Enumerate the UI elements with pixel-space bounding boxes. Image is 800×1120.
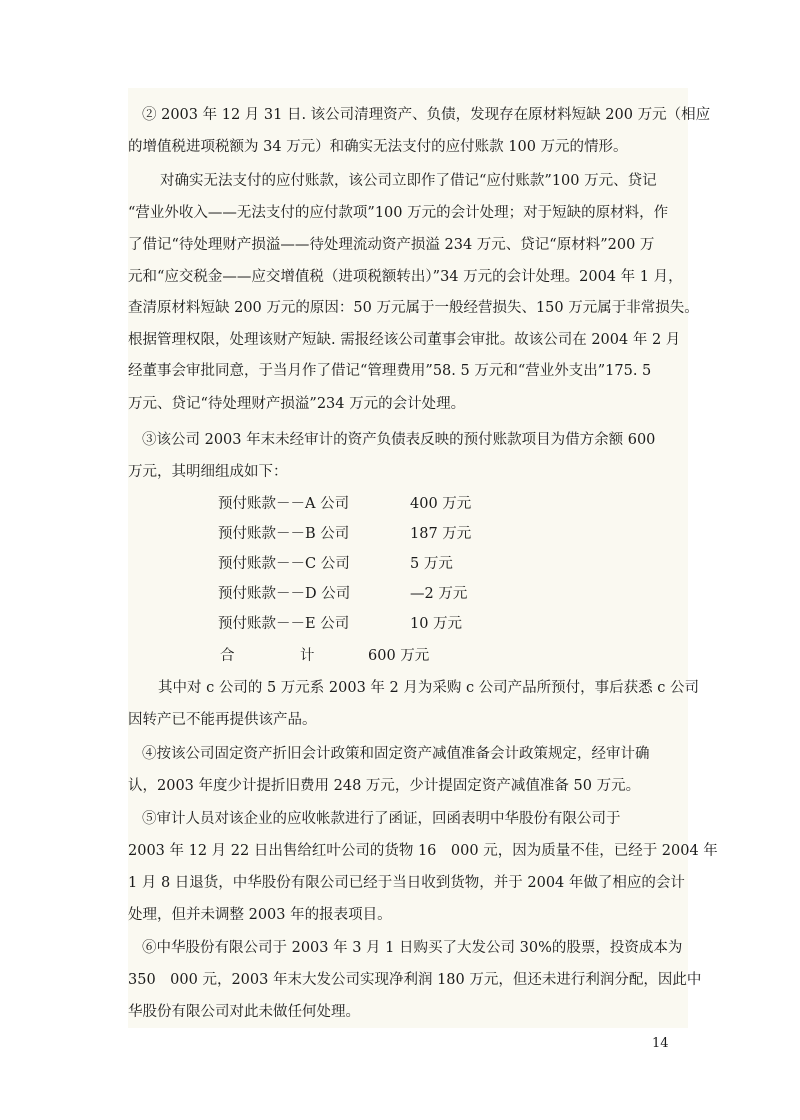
total-label-part-2: 计 [300, 648, 315, 664]
paragraph-5-line-1: ⑤审计人员对该企业的应收帐款进行了函证，回函表明中华股份有限公司于 [142, 811, 621, 827]
row-item-label: 预付账款－－D 公司 [218, 586, 351, 602]
paragraph-3-line-1: ③该公司 2003 年末未经审计的资产负债表反映的预付账款项目为借方余额 600 [142, 432, 656, 448]
treatment-line-4: 元和“应交税金——应交增值税（进项税额转出）”34 万元的会计处理。2004 年 1 月， [128, 269, 683, 285]
paragraph-6-line-2: 350 000 元，2003 年末大发公司实现净利润 180 万元，但还未进行利润分配，因此中 [128, 972, 702, 988]
total-label-part-1: 合 [220, 648, 235, 664]
paragraph-2-line-1: ② 2003 年 12 月 31 日. 该公司清理资产、负债，发现存在原材料短缺 200 万元（相应 [142, 107, 711, 123]
row-amount: 5 万元 [410, 556, 453, 572]
prepaid-note-line-2: 因转产已不能再提供该产品。 [128, 712, 317, 728]
treatment-line-3: 了借记“待处理财产损溢——待处理流动资产损溢 234 万元、贷记“原材料”200 万 [128, 237, 655, 253]
prepaid-note-line-1: 其中对 c 公司的 5 万元系 2003 年 2 月为采购 c 公司产品所预付，事后获悉 c 公司 [158, 680, 700, 696]
paragraph-4-line-1: ④按该公司固定资产折旧会计政策和固定资产减值准备会计政策规定，经审计确 [142, 746, 650, 762]
row-amount: 187 万元 [410, 526, 472, 542]
treatment-line-6: 根据管理权限，处理该财产短缺. 需报经该公司董事会审批。故该公司在 2004 年 2 月 [128, 332, 681, 348]
row-amount: 400 万元 [410, 496, 472, 512]
total-amount: 600 万元 [368, 648, 430, 664]
paragraph-3-line-2: 万元，其明细组成如下： [128, 464, 288, 480]
paragraph-5-line-4: 处理，但并未调整 2003 年的报表项目。 [128, 907, 392, 923]
row-amount: —2 万元 [410, 586, 468, 602]
paragraph-4-line-2: 认，2003 年度少计提折旧费用 248 万元，少计提固定资产减值准备 50 万元。 [128, 778, 641, 794]
paragraph-2-line-2: 的增值税进项税额为 34 万元）和确实无法支付的应付账款 100 万元的情形。 [128, 139, 628, 155]
paragraph-6-line-1: ⑥中华股份有限公司于 2003 年 3 月 1 日购买了大发公司 30%的股票，投资成本为 [142, 940, 683, 956]
page-number: 14 [652, 1036, 669, 1051]
row-item-label: 预付账款－－C 公司 [218, 556, 350, 572]
treatment-line-1: 对确实无法支付的应付账款，该公司立即作了借记“应付账款”100 万元、贷记 [160, 173, 657, 189]
row-amount: 10 万元 [410, 616, 463, 632]
row-item-label: 预付账款－－A 公司 [218, 496, 350, 512]
paragraph-5-line-2: 2003 年 12 月 22 日出售给红叶公司的货物 16 000 元，因为质量不佳，已经于 2004 年 [128, 843, 718, 859]
paragraph-6-line-3: 华股份有限公司对此未做任何处理。 [128, 1004, 360, 1020]
row-item-label: 预付账款－－B 公司 [218, 526, 350, 542]
row-item-label: 预付账款－－E 公司 [218, 616, 350, 632]
treatment-line-2: “营业外收入——无法支付的应付款项”100 万元的会计处理；对于短缺的原材料，作 [128, 205, 669, 221]
treatment-line-7: 经董事会审批同意，于当月作了借记“管理费用”58. 5 万元和“营业外支出”175. 5 [128, 363, 652, 379]
treatment-line-5: 查清原材料短缺 200 万元的原因：50 万元属于一般经营损失、150 万元属于非常损失。 [128, 300, 699, 316]
paragraph-5-line-3: 1 月 8 日退货，中华股份有限公司已经于当日收到货物，并于 2004 年做了相应的会计 [128, 875, 685, 891]
treatment-line-8: 万元、贷记“待处理财产损溢”234 万元的会计处理。 [128, 396, 466, 412]
